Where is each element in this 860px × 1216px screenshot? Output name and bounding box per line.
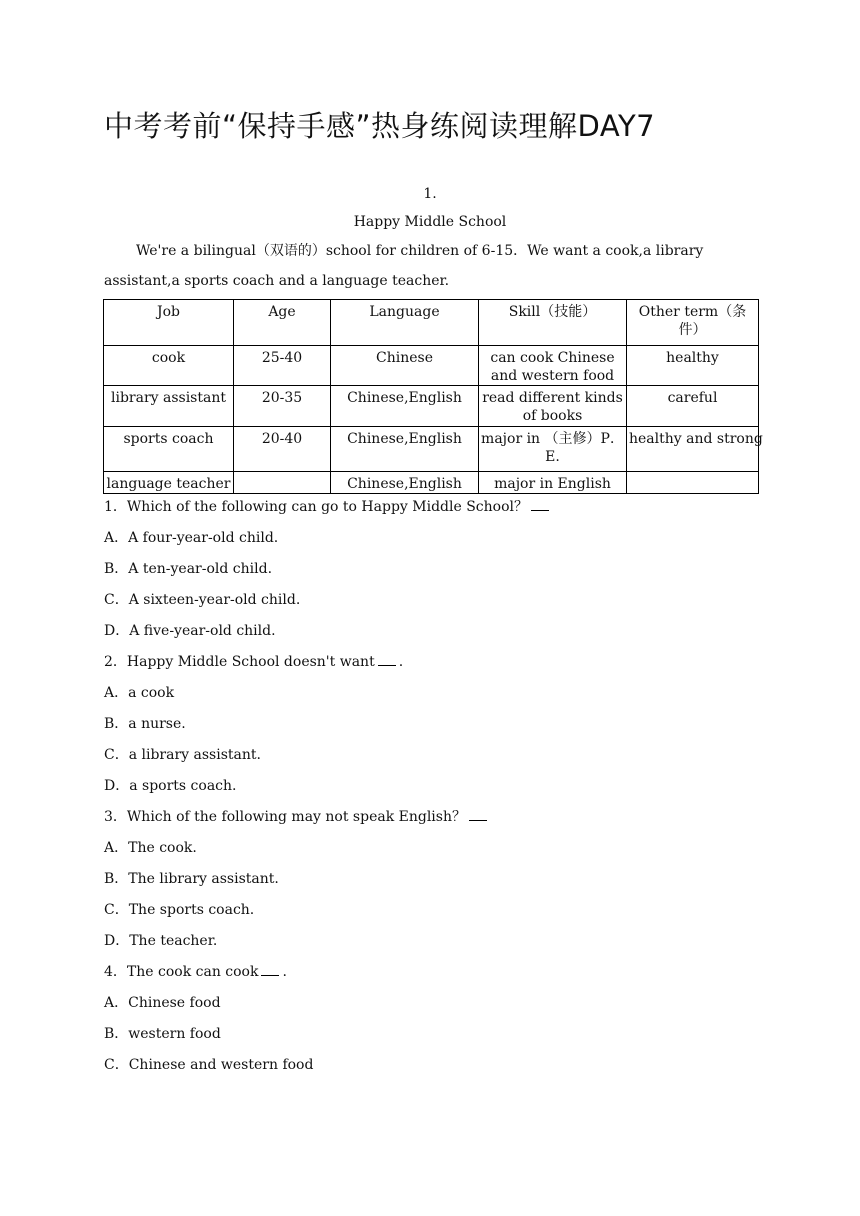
- question-2-stem: [104, 651, 403, 671]
- table-cell: careful: [627, 386, 759, 427]
- option-1d: D．A five-year-old child.: [104, 623, 276, 639]
- option-3c: C．The sports coach.: [104, 902, 255, 918]
- question-1-stem: [104, 496, 552, 516]
- intro-line-2: assistant,a sports coach and a language teacher.: [104, 273, 450, 289]
- answer-blank: [378, 653, 396, 666]
- table-cell: healthy and strong: [627, 427, 759, 472]
- option-3a: A．The cook.: [104, 840, 197, 856]
- passage-heading: Happy Middle School: [353, 214, 507, 230]
- option-4a: A．Chinese food: [104, 995, 221, 1011]
- answer-blank: [531, 498, 549, 511]
- table-cell: cook: [104, 346, 234, 386]
- option-2c: C．a library assistant.: [104, 747, 261, 763]
- table-cell: 20-40: [234, 427, 331, 472]
- question-text: 2．Happy Middle School doesn't want: [104, 654, 375, 670]
- option-1b: B．A ten-year-old child.: [104, 561, 273, 577]
- table-cell: sports coach: [104, 427, 234, 472]
- question-3-stem: [104, 806, 490, 826]
- job-table: [103, 299, 763, 494]
- option-1c: C．A sixteen-year-old child.: [104, 592, 301, 608]
- answer-blank: [261, 963, 279, 976]
- intro-line-1: We're a bilingual（双语的）school for children of 6-15．We want a cook,a library: [136, 243, 704, 259]
- passage-intro: [104, 236, 764, 296]
- option-4b: B．western food: [104, 1026, 221, 1042]
- option-1a: A．A four-year-old child.: [104, 530, 279, 546]
- table-cell: [234, 472, 331, 494]
- table-cell: Chinese,English: [331, 386, 479, 427]
- table-cell: language teacher: [104, 472, 234, 494]
- header-cell: Job: [104, 300, 234, 346]
- question-tail: .: [282, 964, 287, 980]
- option-3b: B．The library assistant.: [104, 871, 279, 887]
- table-row: [104, 472, 759, 494]
- table-cell: 25-40: [234, 346, 331, 386]
- option-2a: A．a cook: [104, 685, 175, 701]
- table-cell: Chinese: [331, 346, 479, 386]
- table-cell: can cook Chinese and western food: [479, 346, 627, 386]
- table-cell: major in English: [479, 472, 627, 494]
- table-row: [104, 386, 759, 427]
- table-cell: healthy: [627, 346, 759, 386]
- question-text: 1．Which of the following can go to Happy Middle School？: [104, 499, 528, 515]
- question-tail: .: [398, 654, 404, 670]
- table-row: [104, 427, 759, 472]
- question-text: 4．The cook can cook: [104, 964, 259, 980]
- question-4-stem: [104, 961, 287, 981]
- table-row: [104, 346, 759, 386]
- header-cell: Age: [234, 300, 331, 346]
- table-cell: read different kinds of books: [479, 386, 627, 427]
- header-cell: Skill（技能）: [479, 300, 627, 346]
- table-header-row: [104, 300, 759, 346]
- table-cell: Chinese,English: [331, 427, 479, 472]
- answer-blank: [469, 808, 487, 821]
- header-cell: Language: [331, 300, 479, 346]
- option-2b: B．a nurse.: [104, 716, 186, 732]
- table-cell: [627, 472, 759, 494]
- table-cell: Chinese,English: [331, 472, 479, 494]
- option-4c: C．Chinese and western food: [104, 1057, 314, 1073]
- table-cell: major in （主修）P．E.: [479, 427, 627, 472]
- table-cell: 20-35: [234, 386, 331, 427]
- option-2d: D．a sports coach.: [104, 778, 237, 794]
- passage-number: 1.: [423, 186, 437, 202]
- table-cell: library assistant: [104, 386, 234, 427]
- page-title: 中考考前“保持手感”热身练阅读理解DAY7: [104, 109, 656, 143]
- option-3d: D．The teacher.: [104, 933, 218, 949]
- question-text: 3．Which of the following may not speak English？: [104, 809, 466, 825]
- header-cell: Other term（条件）: [627, 300, 759, 346]
